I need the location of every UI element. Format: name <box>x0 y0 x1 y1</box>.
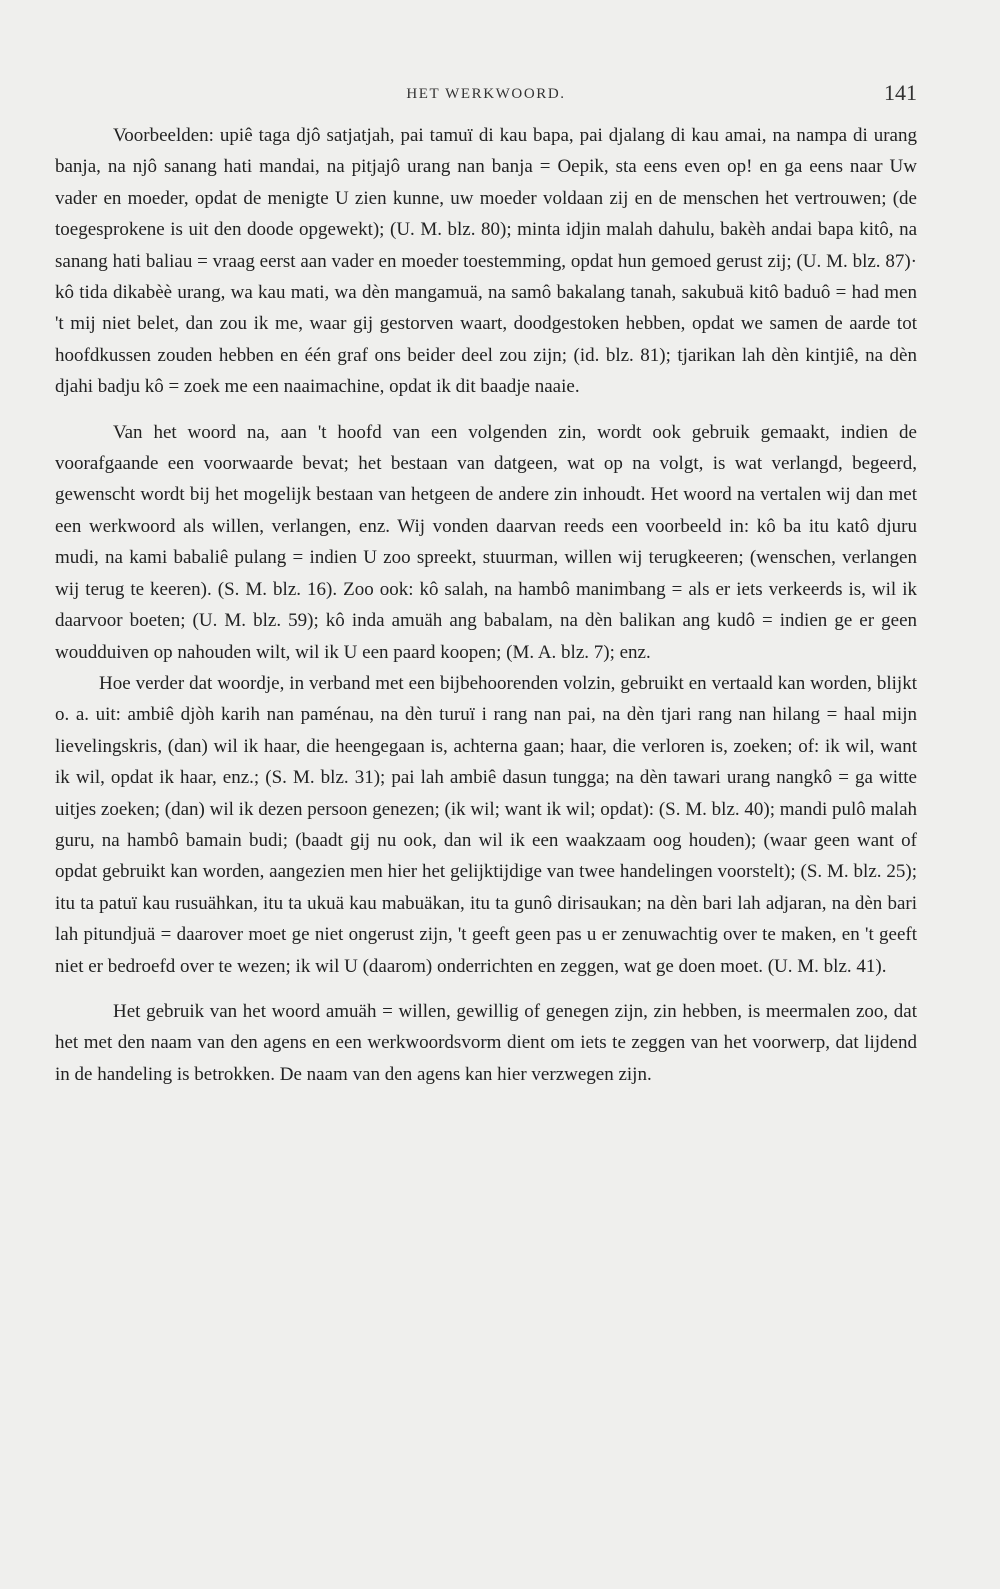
running-title: HET WERKWOORD. <box>406 86 566 102</box>
paragraph-na-usage: Van het woord na, aan 't hoofd van een volgenden zin, wordt ook gebruik gemaakt, indien de voorafgaande een voorwaarde bevat; het bestaan van datgeen, wat op na volgt, is wat verlangd, begeerd, gewenscht wordt bij het mogelijk bestaan van hetgeen de andere zin inhoudt. Het woord na vertalen wij dan met een werkwoord als willen, verlangen, enz. Wij vonden daarvan reeds een voorbeeld in: kô ba itu katô djuru mudi, na kami babaliê pulang = indien U zoo spreekt, stuurman, willen wij terugkeeren; (wenschen, verlangen wij terug te keeren). (S. M. blz. 16). Zoo ook: kô salah, na hambô manimbang = als er iets verkeerds is, wil ik daarvoor boeten; (U. M. blz. 59); kô inda amuäh ang babalam, na dèn balikan ang kudô = indien ge er geen woudduiven op nahouden wilt, wil ik U een paard koopen; (M. A. blz. 7); enz. <box>55 421 917 663</box>
page-number: 141 <box>884 80 917 105</box>
paragraph-examples: Voorbeelden: upiê taga djô satjatjah, pai tamuï di kau bapa, pai djalang di kau amai, na nampa di urang banja, na njô sanang hati mandai, na pitjajô urang nan banja = Oepik, sta eens even op! en ga eens naar Uw vader en moeder, opdat de menigte U zien kunne, uw moeder voldaan zij en de menschen het vertrouwen; (de toegesprokene is uit den doode opgewekt); (U. M. blz. 80); minta idjin malah dahulu, bakèh andai bapa kitô, na sanang hati baliau = vraag eerst aan vader en moeder toestemming, opdat hun gemoed gerust zij; (U. M. blz. 87)· kô tida dikabèè urang, wa kau mati, wa dèn mangamuä, na samô bakalang tanah, sakubuä kitô baduô = had men 't mij niet belet, dan zou ik me, waar gij gestorven waart, doodgestoken hebben, opdat we samen de aarde tot hoofdkussen zouden hebben en één graf ons beider deel zou zijn; (id. blz. 81); tjarikan lah dèn kintjiê, na dèn djahi badju kô = zoek me een naaimachine, opdat ik dit baadje naaie. <box>55 125 917 398</box>
paragraph-amuah: Het gebruik van het woord amuäh = willen, gewillig of genegen zijn, zin hebben, is meermalen zoo, dat het met den naam van den agens en een werkwoordsvorm dient om iets te zeggen van het voorwerp, dat lijdend in de handeling is betrokken. De naam van den agens kan hier verzwegen zijn. <box>55 1000 917 1085</box>
book-page <box>55 80 917 1540</box>
running-header <box>55 80 917 120</box>
paragraph-gap <box>55 982 917 996</box>
paragraph-gap <box>55 403 917 417</box>
paragraph-further-usage: Hoe verder dat woordje, in verband met een bijbehoorenden volzin, gebruikt en vertaald kan worden, blijkt o. a. uit: ambiê djòh karih nan paménau, na dèn turuï i rang nan pai, na dèn tjari rang nan hilang = haal mijn lievelingskris, (dan) wil ik haar, die heengegaan is, achterna gaan; haar, die verloren is, zoeken; of: ik wil, want ik wil, opdat ik haar, enz.; (S. M. blz. 31); pai lah ambiê dasun tungga; na dèn tawari urang nangkô = ga witte uitjes zoeken; (dan) wil ik dezen persoon genezen; (ik wil; want ik wil; opdat): (S. M. blz. 40); mandi pulô malah guru, na hambô bamain budi; (baadt gij nu ook, dan wil ik een waakzaam oog houden); (waar geen want of opdat gebruikt kan worden, aangezien men hier het gelijktijdige van twee handelingen voorstelt); (S. M. blz. 25); itu ta patuï kau rusuähkan, itu ta ukuä kau mabuäkan, itu ta gunô dirisaukan; na dèn bari lah adjaran, na dèn bari lah pitundjuä = daarover moet ge niet ongerust zijn, 't geeft geen pas u er zenuwachtig over te maken, en 't geeft niet er bedroefd over te wezen; ik wil U (daarom) onderrichten en zeggen, wat ge doen moet. (U. M. blz. 41). <box>55 672 917 977</box>
